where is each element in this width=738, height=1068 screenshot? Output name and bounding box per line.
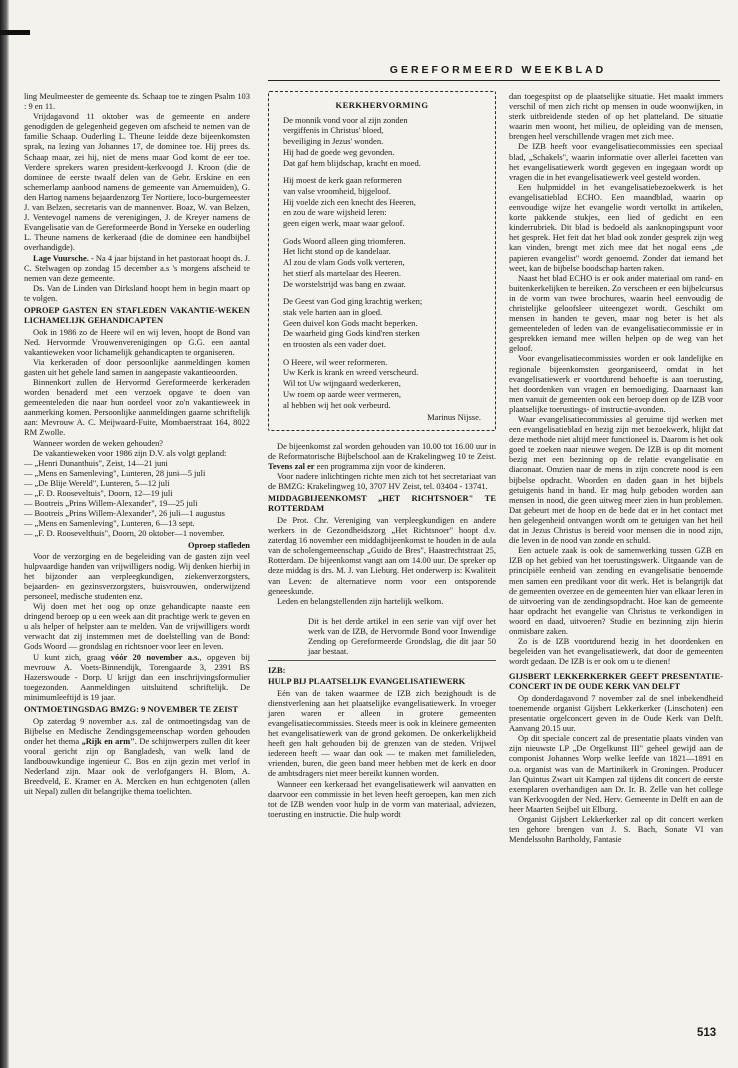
paragraph: Zo is de IZB voortdurend bezig in het doordenken en begeleiden van het evangelisatiewerk, dat door de gemeenten wordt gedaan. De IZB is er ook om u te dienen! [509, 636, 723, 667]
column-middle [268, 91, 496, 819]
paragraph [268, 441, 496, 471]
section-heading: GIJSBERT LEKKERKERKER GEEFT PRESENTATIE-CONCERT IN DE OUDE KERK VAN DELFT [509, 671, 723, 692]
paragraph-text: U kunt zich, graag [33, 651, 111, 662]
poem-line: Gods Woord alleen ging triomferen. [283, 235, 406, 246]
series-note [268, 612, 496, 661]
paragraph: Ds. Van de Linden van Dirksland hoopt hem in begin maart op te volgen. [24, 282, 250, 303]
paragraph: Waar evangelisatiecommissies al geruime tijd werken met een evangelisatieblad en bezig zijn met bezoekwerk, blijkt dat deze methode niet altijd meer functioneel is. Daarom is het ook goed te zoeken naar nieuwe wegen. De IZB is op dit moment bezig met een bezinning op de relatie evangelisatie en diaconaat. Omzien naar de mens in zijn concrete nood is een bijbelse opdracht. Woorden en daden gaan in het bijbels getuigenis hand in hand. Er mag hulp geboden worden aan mensen in nood, die geen uitweg meer zien in hun problemen. Dat gebeurt met de hoop en de bede dat er in het contact met hen gelegenheid ontvangen wordt om te getuigen van het heil dat in Jezus Christus is bereid voor mensen die in nood zijn, die leven in de nood van zonde en schuld. [509, 414, 723, 546]
poem-box [268, 91, 496, 431]
paragraph [24, 652, 250, 702]
poem-line: Dat gaf hem blijdschap, kracht en moed. [283, 157, 421, 168]
list-item: — „Mens en Samenleving", Lunteren, 6—13 sept. [24, 518, 195, 529]
subheading: Oproep stafleden [188, 540, 250, 551]
paragraph-text: De bijeenkomst zal worden gehouden van 10.00 tot 16.00 uur in de Reformatorische Bijbelschool aan de Krakelingweg 10 te Zeist. [268, 440, 496, 462]
poem-author: Marinus Nijsse. [427, 412, 481, 423]
paragraph: De Prot. Chr. Vereniging van verpleegkundigen en andere werkers in de Gezondheidszorg „Het Richtsnoer" hoopt d.v. zaterdag 16 november een middagbijeenkomst te houden in de aula van de scholengemeenschap „Guido de Bres", Haastrechtstraat 25, Rotterdam. De bijeenkomst vangt aan om 14.00 uur. De spreker op deze middag is drs. M. J. van Lieburg. Het onderwerp is: Kwaliteit van Leven: de alternatieve norm voor een ontsporende geneeskunde. [268, 514, 496, 596]
paragraph [24, 253, 250, 283]
section-heading: OPROEP GASTEN EN STAFLEDEN VAKANTIE-WEKEN LICHAMELIJK GEHANDICAPTEN [24, 304, 250, 325]
list-item: — „Mens en Samenleving", Lunteren, 28 juni—5 juli [24, 467, 206, 478]
paragraph-text: een programma zijn voor de kinderen. [314, 461, 446, 472]
poem-line: De worstelstrijd was bang en zwaar. [283, 278, 406, 289]
poem-stanza [283, 357, 481, 411]
poem-line: Al zou de vlam Gods volk verteren, [283, 257, 405, 268]
poem-line: het stierf als martelaar des Heeren. [283, 267, 401, 278]
paragraph: Op dit speciale concert zal de presentatie plaats vinden van zijn nieuwste LP „De Orgelkunst III" geheel gewijd aan de componist Johannes Worp welke leefde van 1821—1891 en o.a. organist was van de Martinikerk in Groningen. Producer Jan Quintus Zwart uit Kampen zal tijdens dit concert de eerste exemplaren overhandigen aan Dr. Ir. B. Zelle van het college van Kerkvoogden der Ned. Herv. Gemeente in Delft en aan de heer Maarten Seijbel uit Elburg. [509, 733, 723, 814]
lead-in: Lage Vuursche. [33, 252, 89, 263]
paragraph: Een actuele zaak is ook de samenwerking tussen GZB en IZB op het gebied van het toerustingswerk. Uitgaande van de principiële eenheid van zending en evangelisatie benoemde men samen een predikant voor dit werk. Het is belangrijk dat de gemeenten overzee en de gemeenten hier van elkaar leren in de uitvoering van de zendingsopdracht. Hoe kan de gemeente haar opdracht het evangelie van Christus te verkondigen in woord en daad, uitvoeren? Studie en bezinning zijn hierin onmisbare zaken. [509, 545, 723, 636]
paragraph: Voor nadere inlichtingen richte men zich tot het secretariaat van de BMZG: Krakelingweg 10, 3707 HV Zeist, tel. 03404 - 13741. [268, 471, 496, 492]
poem-line: De waarheid ging Gods kind'ren sterken [283, 328, 420, 339]
poem-line: beveiliging in Jezus' wonden. [283, 136, 384, 147]
poem-stanza [283, 296, 481, 350]
page-binding-edge [0, 0, 9, 1068]
paragraph: Voor evangelisatiecommissies worden er ook landelijke en regionale bijeenkomsten georganiseerd, omdat in het evangelisatiewerk er voortdurend behoefte is aan toerusting, het doordenken van vragen en bemoediging. Daarnaast kan men vanuit de gemeenten ook een beroep doen op de IZB voor plaatselijke toerustings- of instructie-avonden. [509, 353, 723, 414]
highlight-theme: „Rijk en arm" [81, 735, 135, 746]
page-header-title: GEREFORMEERD WEEKBLAD [389, 64, 607, 76]
paragraph: De IZB heeft voor evangelisatiecommissies een speciaal blad, „Schakels", waarin informatie over allerlei facetten van het evangelisatiewerk wordt gegeven en ingegaan wordt op vragen die in het evangelisatiewerk veel gesteld worden. [509, 141, 723, 182]
paragraph: Organist Gijsbert Lekkerkerker zal op dit concert werken ten gehore brengen van J. S. Bach, Sonate VI van Mendelssohn Bartholdy, Fantasie [509, 814, 723, 845]
section-heading: ONTMOETINGSDAG BMZG: 9 NOVEMBER TE ZEIST [24, 703, 239, 714]
paragraph: Een hulpmiddel in het evangelisatiebezoekwerk is het evangelisatieblad ECHO. Een maandblad, waarin op eenvoudige wijze het evangelie wordt vertolkt in artikelen, korte pakkende stukjes, een lied of gedicht en een kinderrubriek. Dit blad is bedoeld als aanknopingspunt voor het gesprek. Het feit dat het blad ook zonder gesprek zijn weg kan vinden, brengt met zich mee dat het nogal eens „de papieren evangelist" wordt genoemd. Zonder dat iemand het weet, kan de bijbelse boodschap harten raken. [509, 181, 723, 273]
poem-line: Uw roem op aarde weer vermeren, [283, 388, 401, 399]
paragraph-text: Op zaterdag 9 november a.s. zal de ontmoetingsdag van de Bijbelse en Medische Zendingsgemeenschap worden gehouden onder het thema [24, 715, 250, 746]
binding-mark [0, 30, 30, 35]
list-item: — „Henri Dunanthuis", Zeist, 14—21 juni [24, 457, 168, 468]
list-item: — „F. D. Roosevelthuis", Doorn, 20 oktober—1 november. [24, 528, 225, 539]
poem-line: vergiffenis in Christus' bloed, [283, 125, 384, 136]
poem-line: van valse vroomheid, bijgeloof. [283, 185, 391, 196]
header-rule [268, 80, 720, 81]
list-item: — „F. D. Rooseveltuis", Doorn, 12—19 juli [24, 488, 173, 498]
page-number: 513 [697, 1027, 717, 1039]
paragraph-text: . De schijnwerpers zullen dit keer vooral gericht zijn op Bangladesh, van welk land de landbouwkundige ingenieur C. Bos en zijn gezin met verlof in Nederland zijn. Maar ook de verlofgangers H. Blom, A. Breedveld, E. Kramer en A. Mercken en hun echtgenoten (allen uit Nepal) zullen dit belangrijke thema toelichten. [24, 735, 250, 797]
paragraph: Eén van de taken waarmee de IZB zich bezighoudt is de dienstverlening aan het plaatselijke evangelisatiewerk. In vroeger jaren waren er alleen in grotere gemeenten evangelisatiecommissies. Steeds meer is ook in kleinere gemeenten het evangelisatiewerk van de grond gekomen. De onkerkelijkheid heeft gen halt gehouden bij de grenzen van de steden. Vrijwel iedereen heeft — waar dan ook — te maken met familieleden, vrienden, buren, die geen band meer hebben met de kerk en door de ambtsdragers niet meer bereikt kunnen worden. [268, 687, 496, 779]
paragraph: Op donderdagavond 7 november zal de snel inbekendheid toenemende organist Gijsbert Lekkerkerker (Linschoten) een presentatie orgelconcert geven in de Oude Kerk van Delft. Aanvang 20.15 uur. [509, 692, 723, 734]
section-heading: IZB: [268, 665, 286, 676]
highlight-text: Tevens zal er [268, 461, 315, 472]
poem-line: geen eigen werk, maar waar geloof. [283, 218, 405, 229]
column-right [509, 91, 723, 844]
poem-line: stak vele harten aan in gloed. [283, 306, 383, 317]
section-heading: MIDDAGBIJEENKOMST „HET RICHTSNOER" TE ROTTERDAM [268, 493, 496, 514]
poem-line: Hij voelde zich een knecht des Heeren, [283, 196, 416, 207]
paragraph: Ook in 1986 zo de Heere wil en wij leven, hoopt de Bond van Ned. Hervormde Vrouwenverenigingen op G.G. een aantal vakantieweken voor lichamelijk gehandicapten te organiseren. [24, 326, 250, 357]
poem-line: Hij had de goede weg gevonden. [283, 146, 395, 157]
poem-stanza [283, 236, 481, 290]
poem-line: Geen duivel kon Gods macht beperken. [283, 317, 418, 328]
poem-title: KERKHERVORMING [335, 100, 429, 110]
paragraph: Wanneer een kerkeraad het evangelisatiewerk wil aanvatten en daarvoor een commissie in het leven heeft geroepen, kan men zich tot de IZB wenden voor hulp in de vorm van materiaal, adviezen, toerusting en instructie. Die hulp wordt [268, 778, 496, 819]
poem-line: De monnik vond voor al zijn zonden [283, 114, 408, 125]
paragraph: Naast het blad ECHO is er ook ander materiaal om rand- en buitenkerkelijken te bereiken. Zo verscheen er een bijbelcursus in de vorm van twee brochures, waarin heel eenvoudig de christelijke geloofsleer uiteengezet wordt. Geschikt om mensen in handen te geven, maar nog beter is het als gemeenteleden of leden van de evangelisatiecommissie er in gesprekken iemand mee willen helpen op de weg van het geloof. [509, 272, 723, 354]
paragraph-text: - Na 4 jaar bijstand in het pastoraat hoopt ds. J. C. Stelwagen op zondag 15 december a.s 's morgens afscheid te nemen van deze gemeente. [24, 252, 250, 283]
paragraph: Wij doen met het oog op onze gehandicapte naaste een dringend beroep op u een week aan dit prachtige werk te geven en u als helper of helpster aan te melden. Van de vrijwilligers wordt verwacht dat zij instemmen met de doelstelling van de Bond: Gods Woord — grondslag en richtsnoer voor leer en leven. [24, 601, 250, 652]
poem-stanza [283, 115, 481, 169]
paragraph: Via kerkeraden of door persoonlijke aanmeldingen komen gasten uit het gehele land samen in aangepaste vakantieoorden. [24, 356, 250, 377]
column-left [24, 91, 250, 796]
poem-line: Hij moest de kerk gaan reformeren [283, 175, 402, 186]
poem-line: al hebben wij het ook verbeurd. [283, 399, 391, 410]
list-item: — Bootreis „Prins Willem-Alexander", 26 juli—1 augustus [24, 508, 225, 519]
poem-line: Wil tot Uw wijngaard wederkeren, [283, 378, 401, 389]
poem-line: De Geest van God ging krachtig werken; [283, 296, 423, 307]
list-item: — Bootreis „Prins Willem-Alexander", 19—25 juli [24, 498, 198, 509]
poem-line: Uw Kerk is krank en wreed verscheurd. [283, 367, 419, 378]
paragraph: Vrijdagavond 11 oktober was de gemeente en andere genodigden de gelegenheid gegeven om afscheid te nemen van de familie Schaap. Ouderling L. Theune leidde deze bijeenkomsten sprak, na lezing van Johannes 17, de dominee toe. Hij prees ds. Schaap maar, zei hij, niet de mens maar God komt de eer toe. Verdere sprekers waren president-kerkvoogd J. Kroon (die de dominee de eerste twaalf delen van de Gebr. Erskine en een schemerlamp aanbood namens de gemeente van Arnemuiden), G. den Hartog namens bejaardenzorg Ter Nortiere, loco-burgemeester J. van Belzen, secretaris van de mannenver. Boaz, W. van Belzen, J. Ventevogel namens de verenigingen, J. de Kreyer namens de Evangelisatie van de Gereformeerde Bond in Yerseke en ouderling L. Theune namens de kerkeraad (die de dominee een handbijbel overhandigde). [24, 111, 250, 253]
highlight-date: vóór 20 november a.s. [110, 651, 200, 662]
paragraph: Binnenkort zullen de Hervormd Gereformeerde kerkeraden worden benaderd met een verzoek opgave te doen van gemeenteleden die naar hun oordeel voor zo'n vakantieweek in aanmerking komen. Persoonlijke aanmeldingen gaarne schriftelijk aan: Mevrouw A. C. Meijwaard-Fuite, Mombaerstraat 164, 8022 RM Zwolle. [24, 376, 250, 438]
paragraph: dan toegespitst op de plaatselijke situatie. Het maakt immers verschil of men zich richt op mensen in oude woonwijken, in sterk uitbreidende steden of op het platteland. De situatie waarin men woont, het milieu, de opleiding van de mensen, brengen heel verschillende vragen met zich mee. [509, 91, 723, 142]
poem-line: O Heere, wil weer reformeren. [283, 356, 388, 367]
paragraph: ling Meulmeester de gemeente ds. Schaap toe te zingen Psalm 103 : 9 en 11. [24, 91, 250, 112]
schedule-list [24, 458, 250, 539]
paragraph: Wanneer worden de weken gehouden? [33, 437, 164, 448]
poem-stanza [283, 175, 481, 229]
list-item: — „De Blije Wereld", Lunteren, 5—12 juli [24, 477, 170, 488]
poem-line: en zou de ware wijsheid leren: [283, 207, 387, 218]
poem-line: en troosten als een vader doet. [283, 339, 386, 350]
paragraph [24, 716, 250, 797]
poem-line: Het licht stond op de kandelaar. [283, 246, 391, 257]
paragraph: De vakantieweken voor 1986 zijn D.V. als volgt gepland: [33, 447, 227, 458]
paragraph: Voor de verzorging en de begeleiding van de gasten zijn veel hulpvaardige handen van vrijwilligers nodig. Wij denken hierbij in het bijzonder aan verpleegkundigen, ziekenverzorgsters, bejaarden- en gezinsverzorgsters, huisvrouwen, onderwijzend personeel, medische studenten enz. [24, 550, 250, 601]
section-heading: HULP BIJ PLAATSELIJK EVANGELISATIEWERK [268, 675, 466, 686]
paragraph-text: , opgeven bij mevrouw A. Voets-Binnendijk, Torengaarde 3, 2391 BS Hazerswoude - Dorp. U krijgt dan een inschrijvingsformulier toegezonden. Aanmeldingen uitsluitend schriftelijk. De minimumleeftijd is 19 jaar. [24, 651, 250, 702]
paragraph: Leden en belangstellenden zijn hartelijk welkom. [277, 595, 444, 606]
series-note-text: Dit is het derde artikel in een serie van vijf over het werk van de IZB, de Hervormde Bond voor Inwendige Zending op Gereformeerde Grondslag, die dit jaar 50 jaar bestaat. [308, 615, 496, 657]
